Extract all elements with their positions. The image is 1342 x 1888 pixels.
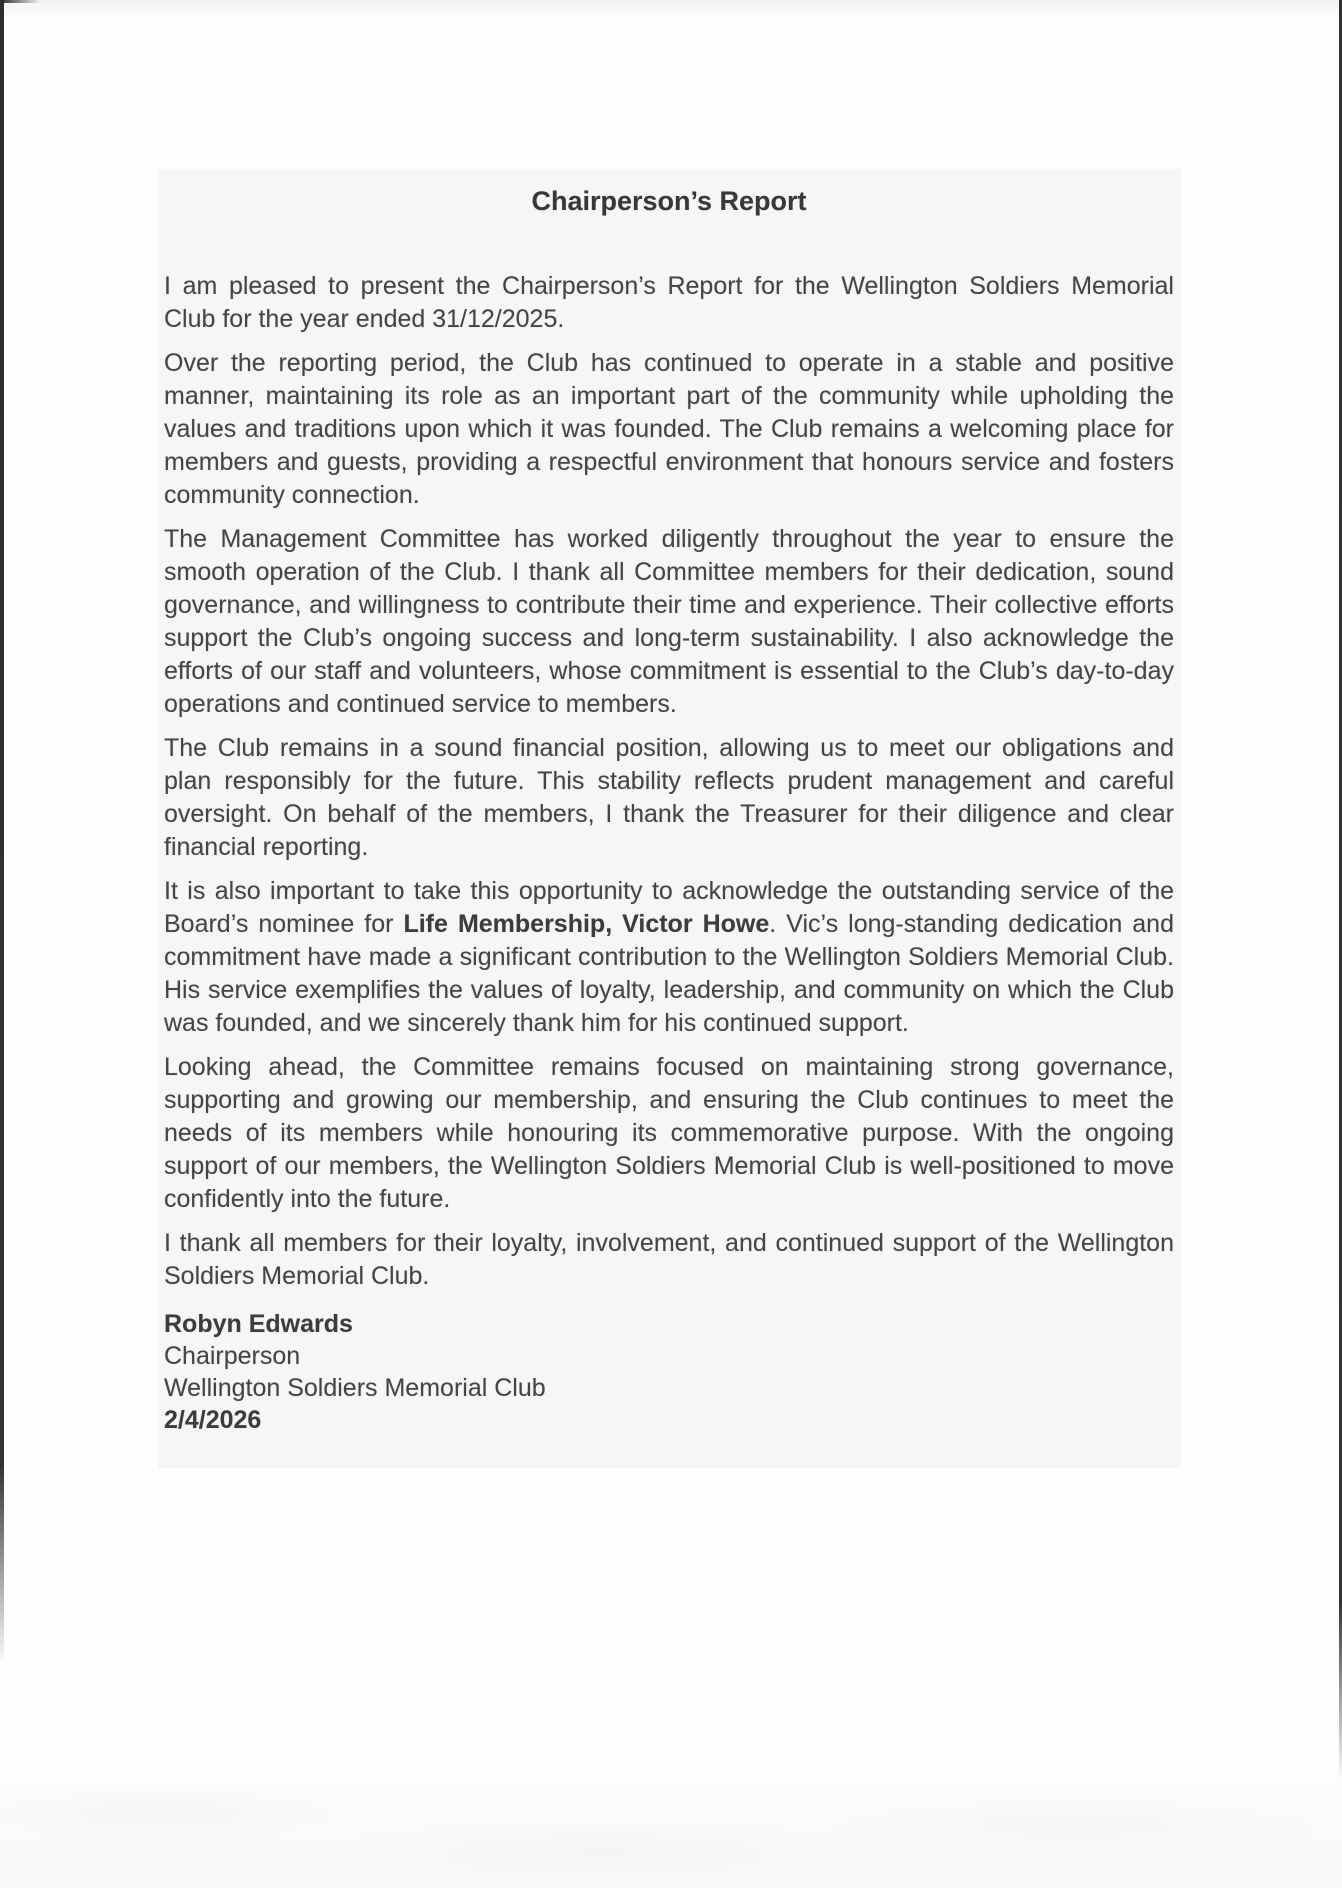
signature-block: [164, 1308, 1174, 1436]
paragraph: [164, 732, 1174, 864]
text-run: I thank all members for their loyalty, involvement, and continued support of the Wellington Soldiers Memorial Club.: [164, 1229, 1174, 1290]
paragraph: [164, 875, 1174, 1040]
text-run: The Management Committee has worked diligently throughout the year to ensure the smooth operation of the Club. I thank all Committee members for their dedication, sound governance, and willingness to contribute their time and experience. Their collective efforts support the Club’s ongoing success and long-term sustainability. I also acknowledge the efforts of our staff and volunteers, whose commitment is essential to the Club’s day-to-day operations and continued service to members.: [164, 525, 1174, 718]
text-run: I am pleased to present the Chairperson’s Report for the Wellington Soldiers Memorial Club for the year ended 31/12/2025.: [164, 272, 1174, 333]
bold-text-run: Life Membership, Victor Howe: [403, 910, 770, 938]
signature-line: 2/4/2026: [164, 1406, 262, 1434]
text-run: Looking ahead, the Committee remains focused on maintaining strong governance, supporting and growing our membership, and ensuring the Club continues to meet the needs of its members while honouring its commemorative purpose. With the ongoing support of our members, the Wellington Soldiers Memorial Club is well-positioned to move confidently into the future.: [164, 1053, 1174, 1213]
text-run: Over the reporting period, the Club has continued to operate in a stable and positive manner, maintaining its role as an important part of the community while upholding the values and traditions upon which it was founded. The Club remains a welcoming place for members and guests, providing a respectful environment that honours service and fosters community connection.: [164, 349, 1174, 509]
text-run: . Vic’s long-standing dedication and commitment have made a significant contribution to the Wellington Soldiers Memorial Club. His service exemplifies the values of loyalty, leadership, and community on which the Club was founded, and we sincerely thank him for his continued support.: [164, 910, 1174, 1037]
signature-line: Wellington Soldiers Memorial Club: [164, 1374, 546, 1402]
paragraph: [164, 270, 1174, 336]
report-content-block: [158, 169, 1181, 1468]
paragraph: [164, 347, 1174, 512]
scan-edge-left: [0, 0, 4, 1665]
text-run: The Club remains in a sound financial position, allowing us to meet our obligations and plan responsibly for the future. This stability reflects prudent management and careful oversight. On behalf of the members, I thank the Treasurer for their diligence and clear financial reporting.: [164, 734, 1174, 861]
paragraph: [164, 1227, 1174, 1293]
text-run: It is also important to take this opportunity to acknowledge the outstanding service of the Board’s nominee for: [164, 877, 1174, 938]
signature-line: Robyn Edwards: [164, 1310, 353, 1338]
scan-edge-top-corner: [0, 0, 40, 3]
paragraph: [164, 1051, 1174, 1216]
scan-top-band: [0, 0, 1342, 18]
report-paragraphs: [164, 270, 1174, 1293]
paragraph: [164, 523, 1174, 721]
signature-line: Chairperson: [164, 1342, 301, 1370]
report-title: Chairperson’s Report: [531, 186, 807, 216]
paper-texture: [0, 1778, 1342, 1888]
